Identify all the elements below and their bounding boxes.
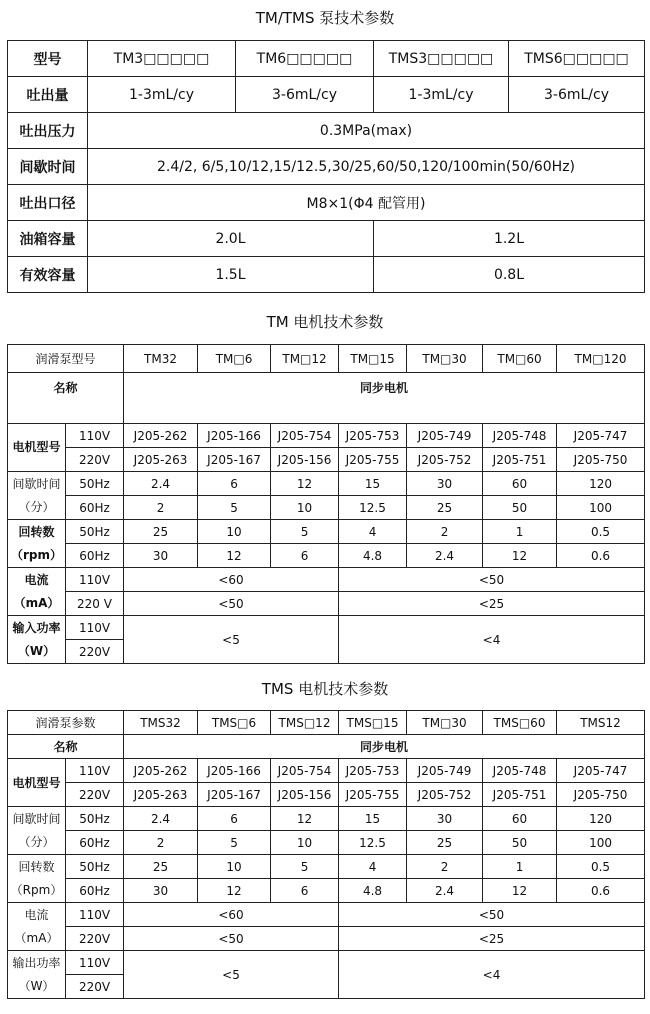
- tm-motor-table-title: TM 电机技术参数: [266, 313, 384, 331]
- row-label-power: 输出功率（W）: [8, 951, 66, 999]
- interval-cell: 30: [407, 472, 483, 496]
- motor-cell: J205-156: [271, 783, 339, 807]
- interval-cell: 60: [483, 807, 557, 831]
- table-row: [8, 831, 645, 855]
- motor-cell: J205-750: [557, 448, 645, 472]
- header-label: 润滑泵参数: [8, 711, 124, 735]
- interval-cell: 2: [124, 496, 198, 520]
- table-row: [8, 424, 645, 448]
- row-label-motor: 电机型号: [8, 759, 66, 807]
- freq-label: 60Hz: [66, 879, 124, 903]
- model-cell: TM32: [124, 345, 198, 373]
- model-cell: TM□120: [557, 345, 645, 373]
- speed-cell: 4.8: [339, 879, 407, 903]
- model-cell: TMS□12: [271, 711, 339, 735]
- current-cell: <50: [339, 903, 645, 927]
- table-row: [8, 149, 645, 185]
- row-label-output: 吐出量: [8, 77, 88, 113]
- speed-cell: 1: [483, 520, 557, 544]
- tms-motor-spec-table: [7, 710, 645, 999]
- interval-cell: 5: [198, 831, 271, 855]
- table-row: [8, 592, 645, 616]
- interval-cell: 25: [407, 831, 483, 855]
- model-cell: TM6□□□□□: [236, 41, 374, 77]
- speed-cell: 30: [124, 544, 198, 568]
- table-row: [8, 544, 645, 568]
- motor-cell: J205-263: [124, 448, 198, 472]
- effective-cell: 0.8L: [374, 257, 645, 293]
- interval-cell: 12.5: [339, 496, 407, 520]
- effective-cell: 1.5L: [88, 257, 374, 293]
- speed-cell: 25: [124, 855, 198, 879]
- freq-label: 50Hz: [66, 807, 124, 831]
- motor-cell: J205-167: [198, 448, 271, 472]
- speed-cell: 5: [271, 520, 339, 544]
- interval-cell: 15: [339, 472, 407, 496]
- motor-cell: J205-755: [339, 783, 407, 807]
- table-row: [8, 448, 645, 472]
- model-cell: TM□60: [483, 345, 557, 373]
- model-cell: TM□30: [407, 711, 483, 735]
- interval-cell: 60: [483, 472, 557, 496]
- row-label-motor: 电机型号: [8, 424, 66, 472]
- freq-label: 50Hz: [66, 472, 124, 496]
- interval-cell: 50: [483, 496, 557, 520]
- motor-cell: J205-748: [483, 759, 557, 783]
- voltage-label: 110V: [66, 951, 124, 975]
- row-label-interval: 间歇时间（分）: [8, 807, 66, 855]
- table-row: [8, 496, 645, 520]
- motor-cell: J205-752: [407, 783, 483, 807]
- interval-cell: 50: [483, 831, 557, 855]
- speed-cell: 10: [198, 520, 271, 544]
- interval-cell: 25: [407, 496, 483, 520]
- speed-cell: 0.5: [557, 855, 645, 879]
- motor-cell: J205-754: [271, 424, 339, 448]
- interval-cell: 120: [557, 472, 645, 496]
- speed-cell: 4: [339, 855, 407, 879]
- model-cell: TMS□60: [483, 711, 557, 735]
- freq-label: 60Hz: [66, 544, 124, 568]
- table-row: [8, 855, 645, 879]
- current-cell: <25: [339, 927, 645, 951]
- table-row: [8, 113, 645, 149]
- motor-cell: J205-752: [407, 448, 483, 472]
- voltage-label: 110V: [66, 568, 124, 592]
- voltage-label: 220V: [66, 448, 124, 472]
- interval-cell: 6: [198, 472, 271, 496]
- power-cell: <5: [124, 951, 339, 999]
- voltage-label: 220V: [66, 783, 124, 807]
- current-cell: <50: [339, 568, 645, 592]
- table-row: [8, 807, 645, 831]
- table-row: [8, 520, 645, 544]
- voltage-label: 220V: [66, 927, 124, 951]
- output-cell: 3-6mL/cy: [236, 77, 374, 113]
- speed-cell: 2: [407, 855, 483, 879]
- speed-cell: 12: [483, 879, 557, 903]
- interval-cell: 100: [557, 831, 645, 855]
- speed-cell: 0.6: [557, 879, 645, 903]
- table-row: [8, 879, 645, 903]
- row-label-port: 吐出口径: [8, 185, 88, 221]
- interval-cell: 5: [198, 496, 271, 520]
- interval-cell: 120: [557, 807, 645, 831]
- freq-label: 60Hz: [66, 496, 124, 520]
- row-label-power: 输入功率（W）: [8, 616, 66, 664]
- row-label-current: 电流（mA）: [8, 903, 66, 951]
- current-cell: <60: [124, 903, 339, 927]
- motor-cell: J205-751: [483, 448, 557, 472]
- speed-cell: 0.5: [557, 520, 645, 544]
- table-row: [8, 783, 645, 807]
- interval-cell: 30: [407, 807, 483, 831]
- speed-cell: 4: [339, 520, 407, 544]
- model-cell: TM3□□□□□: [88, 41, 236, 77]
- speed-cell: 6: [271, 544, 339, 568]
- motor-cell: J205-754: [271, 759, 339, 783]
- speed-cell: 4.8: [339, 544, 407, 568]
- motor-cell: J205-753: [339, 759, 407, 783]
- model-cell: TM□15: [339, 345, 407, 373]
- motor-cell: J205-263: [124, 783, 198, 807]
- voltage-label: 110V: [66, 903, 124, 927]
- voltage-label: 220 V: [66, 592, 124, 616]
- interval-cell: 12.5: [339, 831, 407, 855]
- port-cell: M8×1(Φ4 配管用): [88, 185, 645, 221]
- table-row: [8, 77, 645, 113]
- row-label-name: 名称: [8, 373, 124, 424]
- motor-cell: J205-166: [198, 424, 271, 448]
- table-row: [8, 903, 645, 927]
- table-row: [8, 951, 645, 975]
- row-label-current: 电流（mA）: [8, 568, 66, 616]
- table-row: [8, 568, 645, 592]
- table-row: [8, 345, 645, 373]
- table-row: [8, 257, 645, 293]
- row-label-name: 名称: [8, 735, 124, 759]
- name-value-cell: 同步电机: [124, 373, 645, 424]
- model-cell: TM□30: [407, 345, 483, 373]
- tms-motor-table-title: TMS 电机技术参数: [261, 680, 389, 698]
- speed-cell: 25: [124, 520, 198, 544]
- name-value-cell: 同步电机: [124, 735, 645, 759]
- row-label-interval: 间歇时间（分）: [8, 472, 66, 520]
- output-cell: 1-3mL/cy: [374, 77, 509, 113]
- motor-cell: J205-748: [483, 424, 557, 448]
- power-cell: <4: [339, 616, 645, 664]
- motor-cell: J205-751: [483, 783, 557, 807]
- model-cell: TM□12: [271, 345, 339, 373]
- interval-cell: 12: [271, 807, 339, 831]
- speed-cell: 0.6: [557, 544, 645, 568]
- interval-cell: 10: [271, 496, 339, 520]
- speed-cell: 5: [271, 855, 339, 879]
- current-cell: <50: [124, 592, 339, 616]
- motor-cell: J205-262: [124, 424, 198, 448]
- row-label-interval: 间歇时间: [8, 149, 88, 185]
- motor-cell: J205-167: [198, 783, 271, 807]
- model-cell: TM□6: [198, 345, 271, 373]
- model-cell: TMS32: [124, 711, 198, 735]
- current-cell: <60: [124, 568, 339, 592]
- table-row: [8, 711, 645, 735]
- interval-cell: 12: [271, 472, 339, 496]
- table-row: [8, 927, 645, 951]
- motor-cell: J205-166: [198, 759, 271, 783]
- row-label-effective: 有效容量: [8, 257, 88, 293]
- pump-table-title: TM/TMS 泵技术参数: [255, 9, 395, 27]
- motor-cell: J205-750: [557, 783, 645, 807]
- row-label-model: 型号: [8, 41, 88, 77]
- motor-cell: J205-753: [339, 424, 407, 448]
- interval-cell: 2: [124, 831, 198, 855]
- tank-cell: 1.2L: [374, 221, 645, 257]
- table-row: [8, 472, 645, 496]
- voltage-label: 110V: [66, 616, 124, 640]
- pump-spec-table: [7, 40, 645, 293]
- power-cell: <4: [339, 951, 645, 999]
- table-row: [8, 41, 645, 77]
- interval-cell: 6: [198, 807, 271, 831]
- model-cell: TMS3□□□□□: [374, 41, 509, 77]
- voltage-label: 220V: [66, 975, 124, 999]
- table-row: [8, 185, 645, 221]
- motor-cell: J205-749: [407, 759, 483, 783]
- speed-cell: 10: [198, 855, 271, 879]
- header-label: 润滑泵型号: [8, 345, 124, 373]
- speed-cell: 12: [198, 544, 271, 568]
- interval-cell: 15: [339, 807, 407, 831]
- speed-cell: 2: [407, 520, 483, 544]
- output-cell: 3-6mL/cy: [509, 77, 645, 113]
- interval-cell: 100: [557, 496, 645, 520]
- model-cell: TMS□6: [198, 711, 271, 735]
- table-row: [8, 221, 645, 257]
- interval-cell: 10: [271, 831, 339, 855]
- voltage-label: 220V: [66, 640, 124, 664]
- motor-cell: J205-755: [339, 448, 407, 472]
- motor-cell: J205-262: [124, 759, 198, 783]
- motor-cell: J205-749: [407, 424, 483, 448]
- table-row: [8, 616, 645, 640]
- model-cell: TMS6□□□□□: [509, 41, 645, 77]
- output-cell: 1-3mL/cy: [88, 77, 236, 113]
- voltage-label: 110V: [66, 424, 124, 448]
- row-label-pressure: 吐出压力: [8, 113, 88, 149]
- row-label-tank: 油箱容量: [8, 221, 88, 257]
- interval-cell: 2.4: [124, 472, 198, 496]
- speed-cell: 2.4: [407, 544, 483, 568]
- model-cell: TMS12: [557, 711, 645, 735]
- pressure-cell: 0.3MPa(max): [88, 113, 645, 149]
- motor-cell: J205-747: [557, 424, 645, 448]
- interval-cell: 2.4/2, 6/5,10/12,15/12.5,30/25,60/50,120/100min(50/60Hz): [88, 149, 645, 185]
- table-row: [8, 735, 645, 759]
- freq-label: 50Hz: [66, 520, 124, 544]
- tank-cell: 2.0L: [88, 221, 374, 257]
- motor-cell: J205-747: [557, 759, 645, 783]
- speed-cell: 30: [124, 879, 198, 903]
- freq-label: 50Hz: [66, 855, 124, 879]
- row-label-speed: 回转数（Rpm）: [8, 855, 66, 903]
- model-cell: TMS□15: [339, 711, 407, 735]
- table-row: [8, 373, 645, 424]
- row-label-speed: 回转数（rpm）: [8, 520, 66, 568]
- current-cell: <50: [124, 927, 339, 951]
- speed-cell: 1: [483, 855, 557, 879]
- current-cell: <25: [339, 592, 645, 616]
- power-cell: <5: [124, 616, 339, 664]
- interval-cell: 2.4: [124, 807, 198, 831]
- voltage-label: 110V: [66, 759, 124, 783]
- speed-cell: 2.4: [407, 879, 483, 903]
- speed-cell: 12: [483, 544, 557, 568]
- table-row: [8, 759, 645, 783]
- speed-cell: 12: [198, 879, 271, 903]
- motor-cell: J205-156: [271, 448, 339, 472]
- freq-label: 60Hz: [66, 831, 124, 855]
- tm-motor-spec-table: [7, 344, 645, 664]
- speed-cell: 6: [271, 879, 339, 903]
